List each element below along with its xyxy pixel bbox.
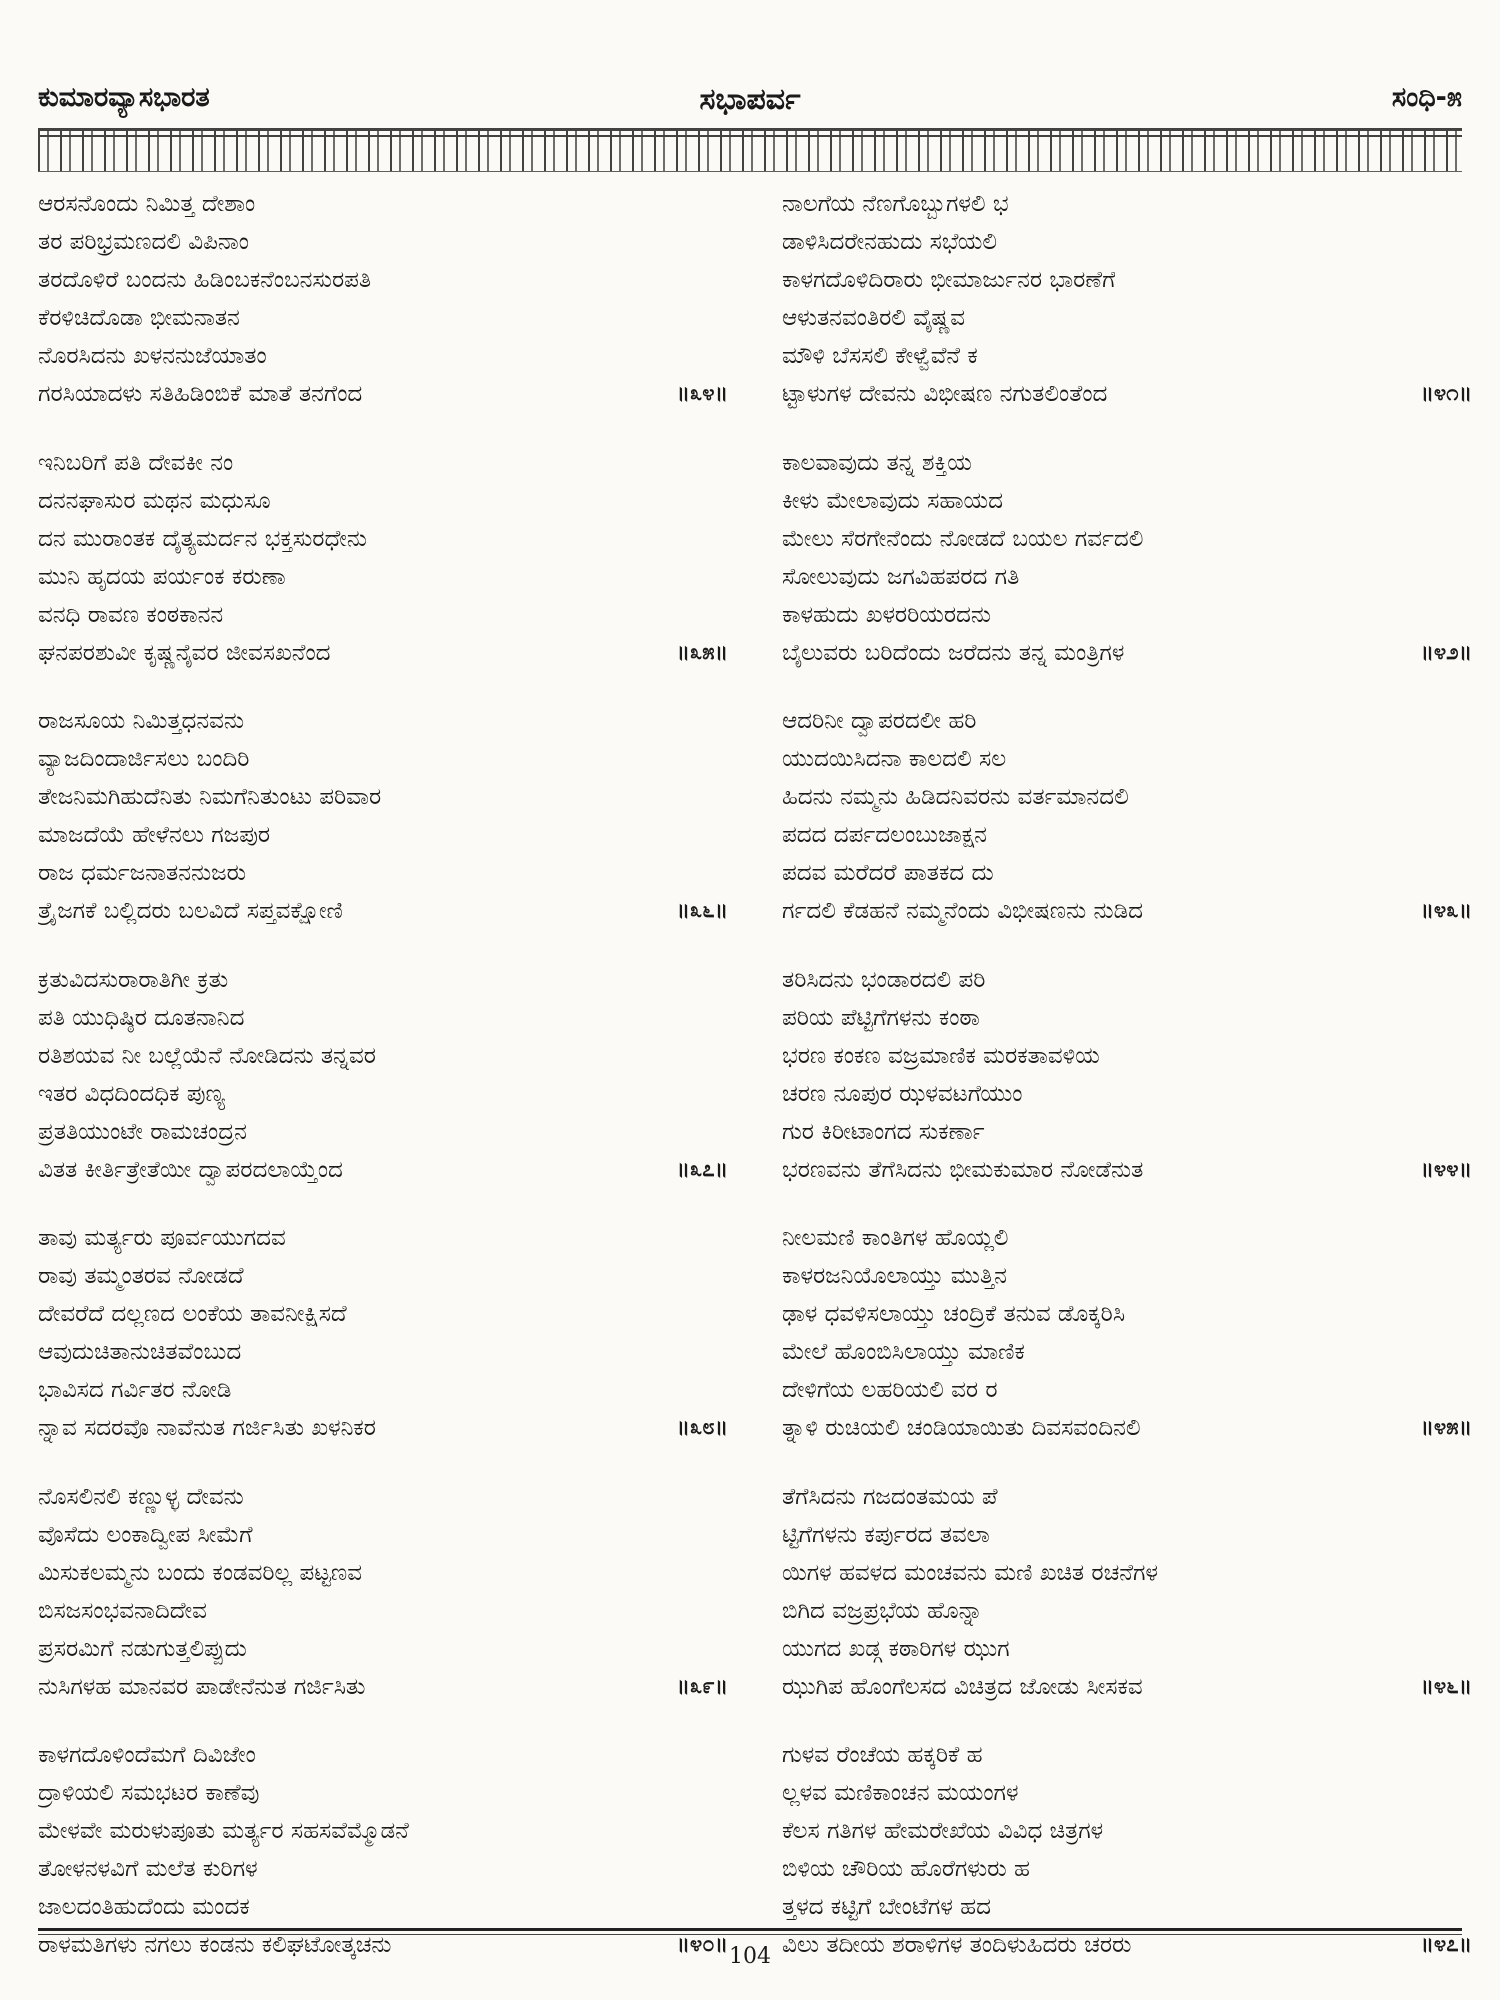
verse-line-text: ಭರಣ ಕಂಕಣ ವಜ್ರಮಾಣಿಕ ಮರಕತಾವಳಿಯ [782,1042,1100,1069]
verse-line [38,1113,728,1151]
verse-line-text: ಕಾಳರಜನಿಯೊಲಾಯ್ತು ಮುತ್ತಿನ [782,1263,1007,1289]
verse-line [38,999,728,1037]
verse-line [38,1812,728,1850]
verse-line [782,1592,1472,1630]
verse-line [782,1774,1472,1812]
verse-line-text: ಬೈಲುವರು ಬರಿದೆಂದು ಜರೆದನು ತನ್ನ ಮಂತ್ರಿಗಳ [782,639,1125,666]
verse-line [782,702,1472,740]
verse-line [782,1113,1472,1151]
verse-stanza [782,185,1472,413]
verse-line-text: ತಾವು ಮರ್ತ್ಯರು ಪೂರ್ವಯುಗದವ [38,1225,286,1251]
verse-line-text: ಗುರ ಕಿರೀಟಾಂಗದ ಸುಕರ್ಣಾ [782,1118,985,1145]
verse-line [782,520,1472,558]
verse-line [38,558,728,596]
verse-line-text: ತರಿಸಿದನು ಭಂಡಾರದಲಿ ಪರಿ [782,966,986,993]
verse-line-text: ರಾಜ ಧರ್ಮಜನಾತನನುಜರು [38,860,247,886]
verse-line [38,1592,728,1630]
verse-line-text: ದನ ಮುರಾಂತಕ ದೈತ್ಯಮರ್ದನ ಭಕ್ತಸುರಧೇನು [38,525,367,552]
verse-line [782,1888,1472,1926]
verse-line-text: ಬಿಸಜಸಂಭವನಾದಿದೇವ [38,1597,207,1624]
verse-line-text: ಆದರಿನೀ ದ್ವಾಪರದಲೀ ಹರಿ [782,708,977,734]
verse-stanza [782,961,1472,1189]
verse-line-text: ಇನಿಬರಿಗೆ ಪತಿ ದೇವಕೀ ನಂ [38,449,234,476]
verse-line [38,444,728,482]
verse-number: ॥೩೫॥ [676,639,728,665]
verse-line [38,1219,728,1257]
verse-line [38,223,728,261]
verse-line [782,299,1472,337]
verse-line [782,185,1472,223]
verse-line-text: ಟ್ಟಾಳುಗಳ ದೇವನು ವಿಭೀಷಣ ನಗುತಲಿಂತೆಂದ [782,381,1108,407]
verse-line-text: ತೋಳನಳವಿಗೆ ಮಲೆತ ಕುರಿಗಳ [38,1856,258,1882]
verse-line-text: ಕ್ರತುವಿದಸುರಾರಾತಿಗೀ ಕ್ರತು [38,966,229,993]
verse-line-text: ಕಾಳಗದೊಳಿದಿರಾರು ಭೀಮಾರ್ಜುನರ ಭಾರಣೆಗೆ [782,267,1116,293]
verse-line [782,1812,1472,1850]
verse-line [782,482,1472,520]
chapter-label: ಸಂಧಿ-೫ [1391,82,1462,113]
verse-line [782,1151,1472,1189]
verse-line [782,1630,1472,1668]
verse-line-text: ಮೌಳಿ ಬೆಸಸಲಿ ಕೇಳ್ವೆವೆನೆ ಕ [782,343,978,369]
verse-line [782,961,1472,999]
verse-line-text: ಹಿದನು ನಮ್ಮನು ಹಿಡಿದನಿವರನು ವರ್ತಮಾನದಲಿ [782,784,1129,810]
verse-line-text: ಡಾಳಿಸಿದರೇನಹುದು ಸಭೆಯಲಿ [782,229,998,255]
verse-line [782,1295,1472,1333]
verse-line [38,1888,728,1926]
verse-line-text: ಪತಿ ಯುಧಿಷ್ಠಿರ ದೂತನಾನಿದ [38,1004,245,1031]
verse-stanza [782,1219,1472,1447]
verse-number: ॥೪೩॥ [1420,898,1472,923]
verse-line [782,223,1472,261]
verse-line-text: ಆಳುತನವಂತಿರಲಿ ವೈಷ್ಣವ [782,305,965,331]
right-column [782,185,1472,1995]
verse-line [38,1037,728,1075]
verse-stanza [38,1478,728,1706]
verse-number: ॥೩೯॥ [676,1673,728,1699]
running-header [38,82,1462,126]
verse-stanza [38,444,728,672]
verse-stanza [38,185,728,413]
verse-line [782,1516,1472,1554]
verse-line [782,892,1472,930]
verse-line-text: ವನಧಿ ರಾವಣ ಕಂಠಕಾನನ [38,601,224,628]
verse-line-text: ಢಾಳ ಧವಳಿಸಲಾಯ್ತು ಚಂದ್ರಿಕೆ ತನುವ ಡೊಕ್ಕರಿಸಿ [782,1301,1126,1327]
verse-line [38,520,728,558]
verse-line [38,1257,728,1295]
verse-line-text: ತರದೊಳಿರೆ ಬಂದನು ಹಿಡಿಂಬಕನೆಂಬನಸುರಪತಿ [38,267,372,293]
verse-line-text: ಕಾಳಗದೊಳಿಂದೆಮಗೆ ದಿವಿಜೇಂ [38,1742,256,1768]
verse-number: ॥೪೫॥ [1420,1415,1472,1440]
verse-line-text: ಬಿಗಿದ ವಜ್ರಪ್ರಭೆಯ ಹೊನ್ನಾ [782,1597,983,1624]
verse-line-text: ಪ್ರಸರಮಿಗೆ ನಡುಗುತ್ತಲಿಪ್ಪುದು [38,1635,247,1662]
book-title: ಕುಮಾರವ್ಯಾಸಭಾರತ [38,82,210,113]
verse-line-text: ಆರಸನೊಂದು ನಿಮಿತ್ತ ದೇಶಾಂ [38,191,256,217]
verse-line-text: ಜಾಲದಂತಿಹುದೆಂದು ಮಂದಕ [38,1894,250,1920]
verse-line-text: ರ್ಗದಲಿ ಕೆಡಹನೆ ನಮ್ಮನೆಂದು ವಿಭೀಷಣನು ನುಡಿದ [782,898,1143,924]
verse-line-text: ಕಾಲವಾವುದು ತನ್ನ ಶಕ್ತಿಯ [782,449,972,476]
verse-line-text: ಝುಗಿಪ ಹೊಂಗೆಲಸದ ವಿಚಿತ್ರದ ಜೋಡು ಸೀಸಕವ [782,1673,1143,1700]
verse-line-text: ತ್ತಳದ ಕಟ್ಟಿಗೆ ಬೇಂಟೆಗಳ ಹದ [782,1894,991,1920]
verse-line-text: ಮೇಲೆ ಹೊಂಬಿಸಿಲಾಯ್ತು ಮಾಣಿಕ [782,1339,1025,1365]
footer-rule-thin [38,1934,1462,1935]
verse-line [38,961,728,999]
verse-line [38,854,728,892]
verse-line-text: ಯುಗದ ಖಡ್ಗ ಕಠಾರಿಗಳ ಝುಗ [782,1635,1010,1662]
verse-number: ॥೩೭॥ [676,1156,728,1182]
verse-line-text: ನುಸಿಗಳಹ ಮಾನವರ ಪಾಡೇನೆನುತ ಗರ್ಜಿಸಿತು [38,1673,366,1700]
verse-line-text: ಮೇಲು ಸೆರಗೇನೆಂದು ನೋಡದೆ ಬಯಲ ಗರ್ವದಲಿ [782,525,1144,552]
verse-line-text: ಪದವ ಮರೆದರೆ ಪಾತಕದ ದು [782,860,994,886]
verse-line [782,999,1472,1037]
verse-line [38,1554,728,1592]
verse-line [782,1554,1472,1592]
verse-line-text: ಗುಳವ ರೆಂಚೆಯ ಹಕ್ಕರಿಕೆ ಹ [782,1742,983,1768]
verse-line-text: ಕಾಳಹುದು ಖಳರರಿಯರದನು [782,601,991,628]
verse-line-text: ಯುದಯಿಸಿದನಾ ಕಾಲದಲಿ ಸಲ [782,746,1007,772]
verse-line [38,778,728,816]
verse-line [38,1151,728,1189]
verse-line-text: ಚರಣ ನೂಪುರ ಝಳವಟಗೆಯುಂ [782,1080,1023,1107]
verse-line [38,1478,728,1516]
verse-line-text: ಕೆಲಸ ಗತಿಗಳ ಹೇಮರೇಖೆಯ ವಿವಿಧ ಚಿತ್ರಗಳ [782,1818,1104,1844]
verse-line [38,892,728,930]
verse-line-text: ತೆಗೆಸಿದನು ಗಜದಂತಮಯ ಪೆ [782,1483,998,1510]
verse-line [38,1371,728,1409]
verse-line-text: ದ್ರಾಳಿಯಲಿ ಸಮಭಟರ ಕಾಣೆವು [38,1780,260,1806]
verse-line [782,261,1472,299]
verse-line [782,337,1472,375]
decorative-border [38,128,1462,172]
verse-number: ॥೪೧॥ [1420,381,1472,406]
verse-line-text: ರಾಳಮತಿಗಳು ನಗಲು ಕಂಡನು ಕಲಿಘಟೋತ್ಕಚನು [38,1932,392,1958]
verse-line-text: ವಿಲು ತದೀಯ ಶರಾಳಿಗಳ ತಂದಿಳುಹಿದರು ಚರರು [782,1932,1132,1958]
verse-line-text: ನಾಲಗೆಯ ನೆಣಗೊಬ್ಬುಗಳಲಿ ಭ [782,191,1009,217]
verse-line [38,1075,728,1113]
verse-line [38,337,728,375]
verse-line-text: ವೊಸೆದು ಲಂಕಾದ್ವೀಪ ಸೀಮೆಗೆ [38,1521,253,1548]
verse-stanza [38,702,728,930]
verse-line [38,1668,728,1706]
verse-line-text: ವ್ಯಾಜದಿಂದಾರ್ಜಿಸಲು ಬಂದಿರಿ [38,746,250,772]
verse-line [38,1630,728,1668]
verse-line [782,1219,1472,1257]
footer-rule [38,1928,1462,1931]
verse-number: ॥೩೮॥ [676,1415,728,1440]
verse-line-text: ನೊರಸಿದನು ಖಳನನುಜೆಯಾತಂ [38,343,267,369]
verse-number: ॥೩೪॥ [676,381,728,406]
verse-line-text: ಯಿಗಳ ಹವಳದ ಮಂಚವನು ಮಣಿ ಖಚಿತ ರಚನೆಗಳ [782,1559,1158,1586]
verse-line [782,1668,1472,1706]
verse-line [782,1037,1472,1075]
verse-line-text: ದನನಘಾಸುರ ಮಥನ ಮಧುಸೂ [38,487,271,514]
verse-line [782,1257,1472,1295]
left-column [38,185,728,1995]
verse-line-text: ರಾವು ತಮ್ಮಂತರವ ನೋಡದೆ [38,1263,244,1289]
verse-number: ॥೪೪॥ [1420,1156,1472,1182]
verse-line-text: ಮಾಜದೆಯೆ ಹೇಳೆನಲು ಗಜಪುರ [38,822,271,848]
verse-stanza [782,1478,1472,1706]
verse-line [782,1333,1472,1371]
verse-line-text: ಕೆರಳಿಚಿದೊಡಾ ಭೀಮನಾತನ [38,305,240,331]
verse-line [38,375,728,413]
verse-line [38,740,728,778]
verse-line-text: ಗರಸಿಯಾದಳು ಸತಿಹಿಡಿಂಬಿಕೆ ಮಾತೆ ತನಗೆಂದ [38,381,363,407]
verse-line-text: ನೊಸಲಿನಲಿ ಕಣ್ಣುಳ್ಳ ದೇವನು [38,1483,244,1510]
verse-line-text: ಇತರ ವಿಧದಿಂದಧಿಕ ಪುಣ್ಯ [38,1080,225,1107]
verse-line [38,816,728,854]
verse-line-text: ಮಿಸುಕಲಮ್ಮನು ಬಂದು ಕಂಡವರಿಲ್ಲ ಪಟ್ಟಣವ [38,1559,362,1586]
verse-line-text: ಪ್ರತತಿಯುಂಟೇ ರಾಮಚಂದ್ರನ [38,1118,247,1145]
verse-line-text: ದೇಳಿಗೆಯ ಲಹರಿಯಲಿ ವರ ರ [782,1377,998,1403]
verse-stanza [782,702,1472,930]
verse-number: ॥೪೬॥ [1420,1673,1472,1699]
verse-line-text: ಸೋಲುವುದು ಜಗವಿಹಪರದ ಗತಿ [782,563,1020,590]
verse-line-text: ಟ್ಟಿಗೆಗಳನು ಕರ್ಪುರದ ತವಲಾ [782,1521,990,1548]
verse-line [38,299,728,337]
verse-line-text: ಆವುದುಚಿತಾನುಚಿತವೆಂಬುದ [38,1339,242,1365]
verse-line-text: ನೀಲಮಣಿ ಕಾಂತಿಗಳ ಹೊಯ್ಲಲಿ [782,1225,1009,1251]
verse-number: ॥೪೨॥ [1420,639,1472,665]
verse-line [782,778,1472,816]
verse-line-text: ಮೇಳವೇ ಮರುಳುಪೂತು ಮರ್ತ್ಯರ ಸಹಸವೆಮ್ಮೊಡನೆ [38,1818,409,1844]
verse-line-text: ತ್ರೈಜಗಕೆ ಬಲ್ಲಿದರು ಬಲವಿದೆ ಸಪ್ತವಕ್ಷೋಣಿ [38,898,343,924]
verse-number: ॥೪೦॥ [676,1932,728,1957]
verse-line [782,1736,1472,1774]
verse-number: ॥೩೬॥ [676,898,728,923]
verse-line [38,1409,728,1447]
verse-line-text: ತರ ಪರಿಭ್ರಮಣದಲಿ ವಿಪಿನಾಂ [38,229,249,255]
verse-line [782,1371,1472,1409]
verse-line-text: ಘನಪರಶುವೀ ಕೃಷ್ಣನೈವರ ಜೀವಸಖನೆಂದ [38,639,331,666]
verse-line-text: ತ್ನಾಳಿ ರುಚಿಯಲಿ ಚಂಡಿಯಾಯಿತು ದಿವಸವಂದಿನಲಿ [782,1415,1141,1441]
verse-line [38,1736,728,1774]
verse-line [38,261,728,299]
verse-line [782,634,1472,672]
verse-line [782,1075,1472,1113]
verse-line [38,1516,728,1554]
verse-line-text: ರಾಜಸೂಯ ನಿಮಿತ್ತಧನವನು [38,708,245,734]
verse-line [782,1409,1472,1447]
verse-line [782,854,1472,892]
verse-line [38,634,728,672]
verse-line [38,1774,728,1812]
verse-stanza [782,444,1472,672]
verse-line [38,702,728,740]
verse-line-text: ದೇವರೆದೆ ದಲ್ಲಣದ ಲಂಕೆಯ ತಾವನೀಕ್ಷಿಸದೆ [38,1301,347,1327]
verse-line-text: ವಿತತ ಕೀರ್ತಿತ್ರೇತೆಯೀ ದ್ವಾಪರದಲಾಯ್ತೆಂದ [38,1156,343,1183]
verse-line-text: ಪದದ ದರ್ಪದಲಂಬುಜಾಕ್ಷನ [782,822,987,848]
verse-line [782,444,1472,482]
verse-line [782,596,1472,634]
verse-line-text: ಪರಿಯ ಪೆಟ್ಟಿಗೆಗಳನು ಕಂಠಾ [782,1004,980,1031]
verse-line [38,482,728,520]
verse-stanza [38,961,728,1189]
verse-line-text: ನ್ನಾವ ಸದರವೊ ನಾವೆನುತ ಗರ್ಜಿಸಿತು ಖಳನಿಕರ [38,1415,376,1441]
verse-line-text: ಭಾವಿಸದ ಗರ್ವಿತರ ನೋಡಿ [38,1377,232,1403]
verse-line-text: ತೇಜನಿಮಗಿಹುದೆನಿತು ನಿಮಗೆನಿತುಂಟು ಪರಿವಾರ [38,784,382,810]
page-number: 104 [729,1944,771,1969]
section-title: ಸಭಾಪರ್ವ [699,82,801,117]
verse-line-text: ಭರಣವನು ತೆಗೆಸಿದನು ಭೀಮಕುಮಾರ ನೋಡೆನುತ [782,1156,1144,1183]
verse-line [38,1333,728,1371]
verse-line [38,1295,728,1333]
verse-line [38,185,728,223]
verse-line [782,558,1472,596]
verse-line [782,740,1472,778]
verse-line-text: ರತಿಶಯವ ನೀ ಬಲ್ಲೆಯೆನೆ ನೋಡಿದನು ತನ್ನವರ [38,1042,376,1069]
verse-line-text: ಮುನಿ ಹೃದಯ ಪರ್ಯಂಕ ಕರುಣಾ [38,563,286,590]
verse-line [782,1850,1472,1888]
verse-stanza [38,1219,728,1447]
verse-line [782,816,1472,854]
verse-line-text: ಕೀಳು ಮೇಲಾವುದು ಸಹಾಯದ [782,487,1003,514]
verse-line-text: ಬಿಳಿಯ ಚೌರಿಯ ಹೊರೆಗಳುರು ಹ [782,1856,1030,1882]
verse-line [782,375,1472,413]
verse-line [782,1478,1472,1516]
verse-line-text: ಲ್ಲಳವ ಮಣಿಕಾಂಚನ ಮಯಂಗಳ [782,1780,1019,1806]
verse-number: ॥೪೭॥ [1420,1932,1472,1957]
verse-line [38,1850,728,1888]
verse-line [38,596,728,634]
